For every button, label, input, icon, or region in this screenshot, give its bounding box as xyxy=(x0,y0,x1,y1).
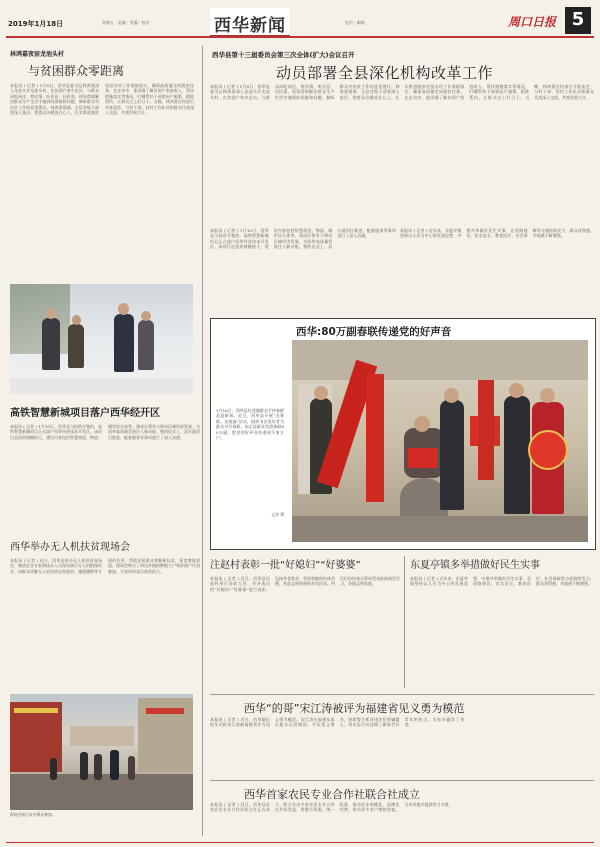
banner-kicker: 西华县第十三届委员会第三次全体(扩大)会议召开 xyxy=(212,51,355,59)
issue-meta: 星期五 · 责编 · 美编 · 校对 xyxy=(102,20,150,25)
brother-body: 本报讯 ( 记者 ) 近日，西华籍出租车司机宋江涛被福建省评为见义勇为模范。宋江涛在福建从事出租车运营期间，多次见义勇为，协助警方抓获违法犯罪嫌疑人，用实际行动诠释了新时代好青年的担当，为家乡赢得了荣誉。 xyxy=(210,717,465,728)
banner-body-c: 本报讯 ( 记者 ) 近年来，东夏亭镇坚持以人民为中心的发展思想，多措并举做好民生实事，在道路建设、饮水安全、教育医疗、社会保障等方面持续发力，群众获得感、幸福感不断增强。 xyxy=(400,228,594,239)
dongxia-title: 东夏亭镇多举措做好民生实事 xyxy=(410,560,540,571)
spring-title: 西华:80万副春联传递党的好声音 xyxy=(296,326,452,338)
issue-date: 2019年1月18日 xyxy=(8,20,64,28)
poverty-kicker: 林鸿嘉夜宿龙池头村 xyxy=(10,51,65,58)
banner-body-a: 本报讯 ( 记者 ) 1月8日，西华县委书记林鸿嘉深入龙池头乡龙池头村，在贫困户家中走访，与群众同吃同住，察民情、听民意、问民需，现场帮助解决群众生产生活中遇到的困难和问题，倾听群众对扶贫工作的意见建议。林鸿嘉强调，全县各级干部要深入基层，把群众冷暖放在心上，扎实推进脱贫攻坚各项工作落细落实，确保高质量完成脱贫任务。在走访中，他详细了解贫困户家庭收入、帮扶措施落实等情况，叮嘱帮扶干部要因户施策，精准帮扶，让群众过上好日子。当晚，林鸿嘉在村部召开座谈会，与村干部、驻村工作队员和群众代表深入交流，共商发展大计。 xyxy=(210,84,594,100)
coop-body: 本报讯 ( 记者 ) 近日，西华县首家农民专业合作社联合社正式成立。联合社由多家农民专业合作社共同发起，将整合资源、统一标准，推动农业规模化、品牌化经营，带动更多农户增收致富，为乡村振兴提供有力支撑。 xyxy=(210,802,453,813)
spring-byline: 记者 摄 xyxy=(271,512,284,517)
wedding-title: 注赵村表彰一批“好媳妇”“好婆婆” xyxy=(210,560,361,571)
footer-rule xyxy=(6,842,594,843)
street-photo-caption: 现场会吸引众多群众参加。 xyxy=(10,812,56,817)
header-info: 电话 · 邮箱 xyxy=(345,20,365,25)
page-number: 5 xyxy=(571,9,585,30)
brother-top-rule xyxy=(210,694,594,695)
header-rule xyxy=(6,36,594,38)
section-title: 西华新闻 xyxy=(214,16,286,36)
banner-title: 动员部署全县深化机构改革工作 xyxy=(276,64,494,82)
recruit-body: 本报讯 ( 记者 ) 近日，西华县举办无人机扶贫现场会，邀请农业专家和技术人员现场演示无人机植保作业，向群众讲解无人机在病虫害防治、施肥播种等方面的应用，帮助贫困群众掌握新技术，拓宽增收渠道。现场会吸引了周边乡镇的种植大户和贫困户代表参加，大家纷纷表示收获很大。 xyxy=(10,558,200,574)
paper-logo: 周口日报 xyxy=(508,15,557,29)
street-photo xyxy=(10,694,193,810)
banner-body-b: 本报讯 ( 记者 ) 1月10日，西华县与投资方签约，高铁智慧新城项目正式落户西华经济技术开发区。该项目总投资规模较大，建设内容包括智慧商贸、物流、城市综合体等，建成后将有力带动区域经济发展，为西华高质量发展注入新动能。签约仪式上，双方就项目推进、配套服务等事项进行了深入沟通。 xyxy=(210,228,396,250)
recruit-title: 西华举办无人机扶贫现场会 xyxy=(10,542,130,553)
poverty-body: 本报讯 ( 记者 ) 1月8日，西华县委书记林鸿嘉深入龙池头乡龙池头村，在贫困户家中走访，与群众同吃同住，察民情、听民意、问民需，现场帮助解决群众生产生活中遇到的困难和问题，倾听群众对扶贫工作的意见建议。林鸿嘉强调，全县各级干部要深入基层，把群众冷暖放在心上，扎实推进脱贫攻坚各项工作落细落实，确保高质量完成脱贫任务。在走访中，他详细了解贫困户家庭收入、帮扶措施落实等情况，叮嘱帮扶干部要因户施策，精准帮扶，让群众过上好日子。当晚，林鸿嘉在村部召开座谈会，与村干部、驻村工作队员和群众代表深入交流，共商发展大计。 xyxy=(10,83,194,116)
spring-caption: 1月16日，西华县红花镇群众手持春联喜迎新春。近日，西华县开展“送春联、送祝福”活动，组织书法爱好者为群众书写春联，向全县群众发放春联80万副，把党的好声音传递到千家万户。 xyxy=(216,408,284,441)
brother-title: 西华“的哥”宋江涛被评为福建省见义勇为模范 xyxy=(244,702,465,715)
page-number-box xyxy=(565,7,591,34)
poverty-title: 与贫困群众零距离 xyxy=(28,64,125,78)
middle-row-rule xyxy=(404,556,405,688)
wedding-body: 本报讯 ( 记者 ) 近日，西华县注赵村举行表彰大会，对评选出的“好媳妇”“好婆婆”进行表彰，弘扬孝老爱亲、邻里和睦的传统美德，营造文明和谐的乡风民风。村民们纷纷表示要向受表彰的典型学习，争做文明家庭。 xyxy=(210,576,400,592)
section-tab xyxy=(210,8,290,37)
spring-photo xyxy=(292,340,588,542)
coop-top-rule xyxy=(210,780,594,781)
mall-title: 高铁智慧新城项目落户西华经开区 xyxy=(10,408,160,419)
dongxia-body: 本报讯 ( 记者 ) 近年来，东夏亭镇坚持以人民为中心的发展思想，多措并举做好民生实事，在道路建设、饮水安全、教育医疗、社会保障等方面持续发力，群众获得感、幸福感不断增强。 xyxy=(410,576,594,587)
poverty-photo xyxy=(10,284,193,394)
coop-title: 西华首家农民专业合作社联合社成立 xyxy=(244,788,420,801)
left-column-rule xyxy=(202,46,203,836)
mall-body: 本报讯 ( 记者 ) 1月10日，西华县与投资方签约，高铁智慧新城项目正式落户西华经济技术开发区。该项目总投资规模较大，建设内容包括智慧商贸、物流、城市综合体等，建成后将有力带动区域经济发展，为西华高质量发展注入新动能。签约仪式上，双方就项目推进、配套服务等事项进行了深入沟通。 xyxy=(10,424,200,440)
